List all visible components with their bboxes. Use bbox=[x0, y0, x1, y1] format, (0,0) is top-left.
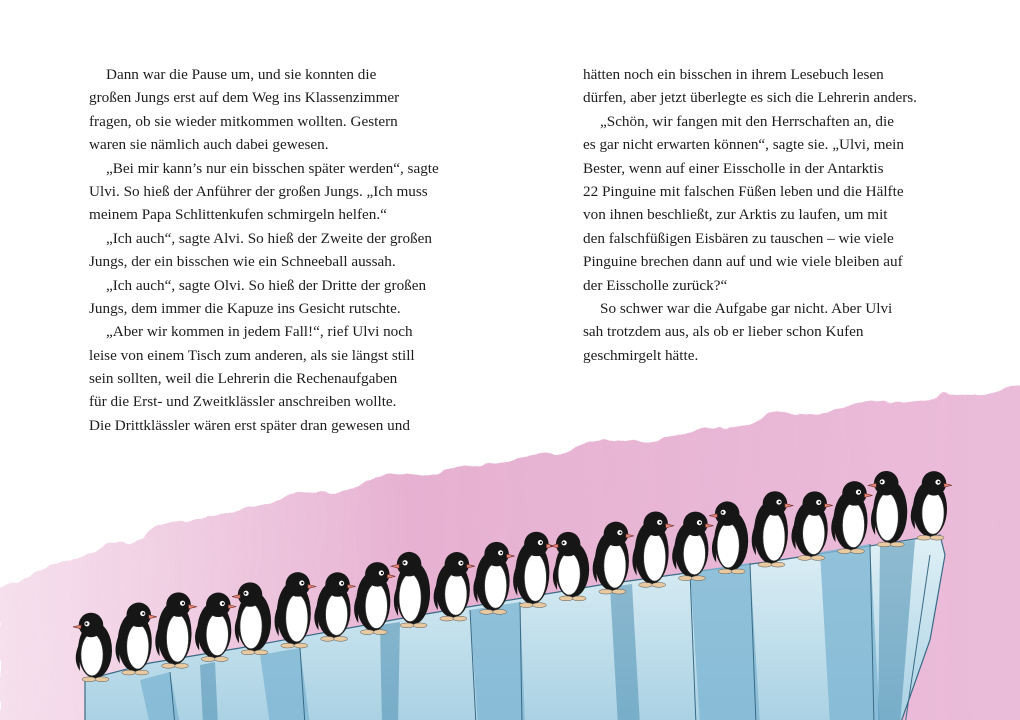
left-column-line: meinem Papa Schlittenkufen schmirgeln helfen.“ bbox=[89, 206, 387, 224]
left-column-line: „Aber wir kommen in jedem Fall!“, rief Ulvi noch bbox=[106, 323, 413, 341]
right-column-line: „Schön, wir fangen mit den Herrschaften an, die bbox=[600, 112, 894, 130]
left-column-line: waren sie nämlich auch dabei gewesen. bbox=[89, 136, 329, 154]
right-column-line: So schwer war die Aufgabe gar nicht. Aber Ulvi bbox=[600, 299, 893, 317]
right-column-line: der Eisscholle zurück?“ bbox=[583, 276, 728, 294]
left-column-line: großen Jungs erst auf dem Weg ins Klassenzimmer bbox=[89, 89, 400, 107]
left-column-line: Dann war die Pause um, und sie konnten die bbox=[106, 66, 377, 83]
left-column-line: Jungs, der ein bisschen wie ein Schneeball aussah. bbox=[89, 253, 396, 271]
left-column-line: Die Drittklässler wären erst später dran gewesen und bbox=[89, 416, 410, 434]
left-column-line: „Ich auch“, sagte Olvi. So hieß der Dritte der großen bbox=[106, 276, 427, 294]
left-column-line: sein sollten, weil die Lehrerin die Rechenaufgaben bbox=[89, 370, 398, 388]
right-column-line: Pinguine brechen dann auf und wie viele bleiben auf bbox=[583, 253, 903, 271]
left-column-line: leise von einem Tisch zum anderen, als sie längst still bbox=[89, 346, 415, 364]
right-column-line: sah trotzdem aus, als ob er lieber schon Kufen bbox=[583, 323, 864, 341]
left-column-line: Jungs, dem immer die Kapuze ins Gesicht rutschte. bbox=[89, 299, 401, 317]
left-column-line: Ulvi. So hieß der Anführer der großen Jungs. „Ich muss bbox=[89, 182, 428, 200]
right-column-line: von ihnen beschließt, zur Arktis zu laufen, um mit bbox=[583, 206, 888, 224]
text-column-right bbox=[583, 63, 953, 367]
right-column-line: dürfen, aber jetzt überlegte es sich die Lehrerin anders. bbox=[583, 89, 917, 107]
penguin-iceberg-illustration bbox=[0, 380, 1020, 720]
right-column-line: es gar nicht erwarten können“, sagte sie. „Ulvi, mein bbox=[583, 136, 904, 154]
left-column-line: für die Erst- und Zweitklässler anschreiben wollte. bbox=[89, 393, 397, 411]
right-column-line: hätten noch ein bisschen in ihrem Lesebuch lesen bbox=[583, 66, 884, 83]
left-column-line: „Ich auch“, sagte Alvi. So hieß der Zweite der großen bbox=[106, 229, 432, 247]
right-column-line: geschmirgelt hätte. bbox=[583, 346, 699, 364]
right-column-line: den falschfüßigen Eisbären zu tauschen – wie viele bbox=[583, 229, 894, 247]
right-column-line: Bester, wenn auf einer Eisscholle in der Antarktis bbox=[583, 159, 884, 177]
right-column-line: 22 Pinguine mit falschen Füßen leben und die Hälfte bbox=[583, 182, 904, 200]
left-column-line: „Bei mir kann’s nur ein bisschen später werden“, sagte bbox=[106, 159, 439, 177]
left-column-line: fragen, ob sie wieder mitkommen wollten. Gestern bbox=[89, 112, 398, 130]
